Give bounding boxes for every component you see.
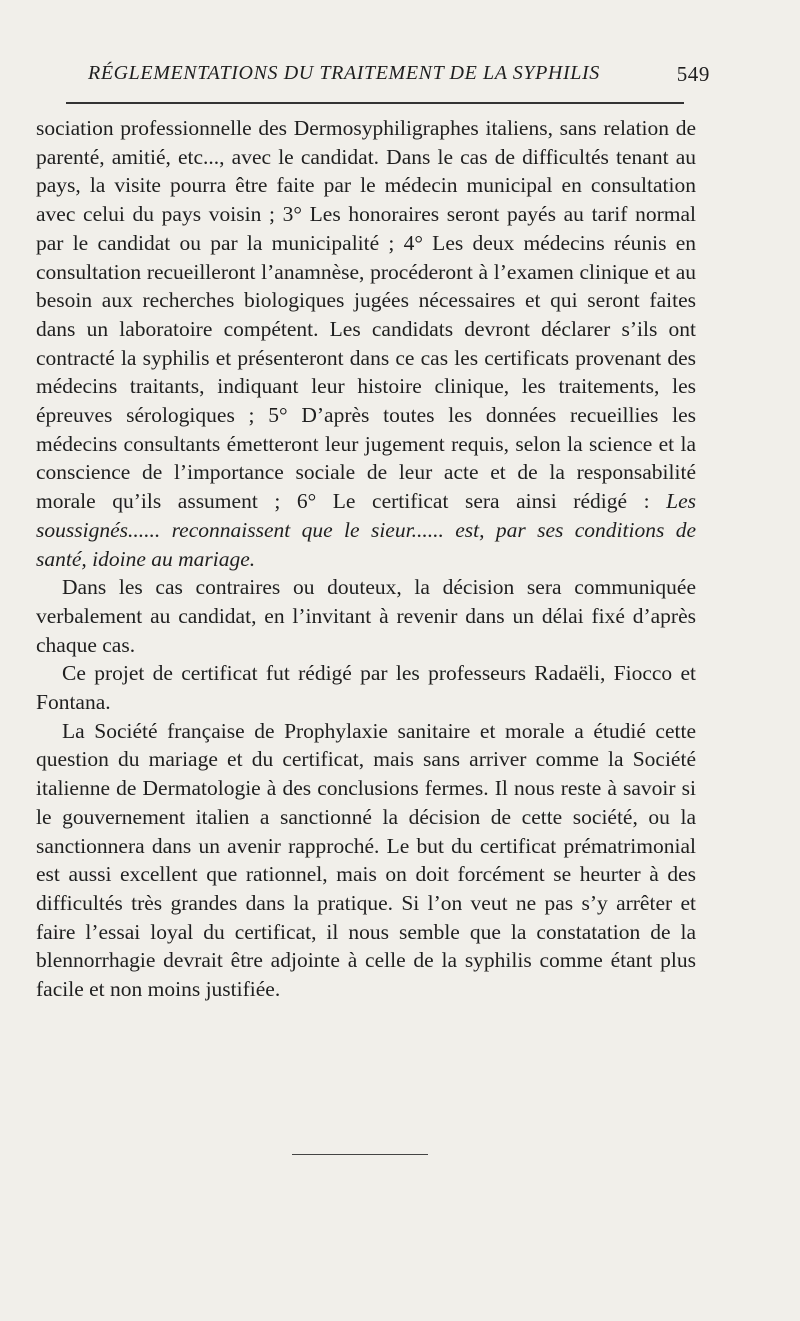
running-head [36,62,710,92]
certificate-formula: Les soussignés...... reconnaissent que le sieur...... est, par ses conditions de santé, idoine au mariage. [36,489,696,571]
header-rule [66,102,684,104]
paragraph: Ce projet de certificat fut rédigé par les professeurs Radaëli, Fiocco et Fontana. [36,661,696,715]
section-end-rule [292,1154,428,1155]
running-title: RÉGLEMENTATIONS DU TRAITEMENT DE LA SYPHILIS [88,62,600,84]
paragraph-continued [36,114,696,573]
page-number: 549 [676,62,710,86]
paragraph: La Société française de Prophylaxie sanitaire et morale a étudié cette question du mariage et du certificat, mais sans arriver comme la Société italienne de Dermatologie à des conclusions fermes. Il nous reste à savoir si le gouvernement italien a sanctionné la décision de cette société, ou la sanctionnera dans un avenir rapproché. Le but du certificat prématrimonial est aussi excellent que rationnel, mais on doit forcément se heurter à des difficultés très grandes dans la pratique. Si l’on veut ne pas s’y arrêter et faire l’essai loyal du certificat, il nous semble que la constatation de la blennorrhagie devrait être adjointe à celle de la syphilis comme étant plus facile et non moins justifiée. [36,718,696,1002]
body-text [36,114,696,1004]
paragraph-text: sociation professionnelle des Dermosyphiligraphes italiens, sans relation de parenté, amitié, etc..., avec le candidat. Dans le cas de difficultés tenant au pays, la visite pourra être faite par le médecin municipal en consultation avec celui du pays voisin ; 3° Les honoraires seront payés au tarif normal par le candidat ou par la municipalité ; 4° Les deux médecins réunis en consultation recueilleront l’anamnèse, procéderont à l’examen clinique et au besoin aux recherches biologiques jugées nécessaires et qui seront faites dans un laboratoire compétent. Les candidats devront déclarer s’ils ont contracté la syphilis et présenteront dans ce cas les certificats provenant des médecins traitants, indiquant leur histoire clinique, les traitements, les épreuves sérologiques ; 5° D’après toutes les données recueillies les médecins consultants émetteront leur jugement requis, selon la science et la conscience de l’importance sociale de leur acte et de la responsabilité morale qu’ils assument ; 6° Le certificat sera ainsi rédigé : [36,116,696,514]
paragraph: Dans les cas contraires ou douteux, la décision sera communiquée verbalement au candidat, en l’invitant à revenir dans un délai fixé d’après chaque cas. [36,575,696,657]
